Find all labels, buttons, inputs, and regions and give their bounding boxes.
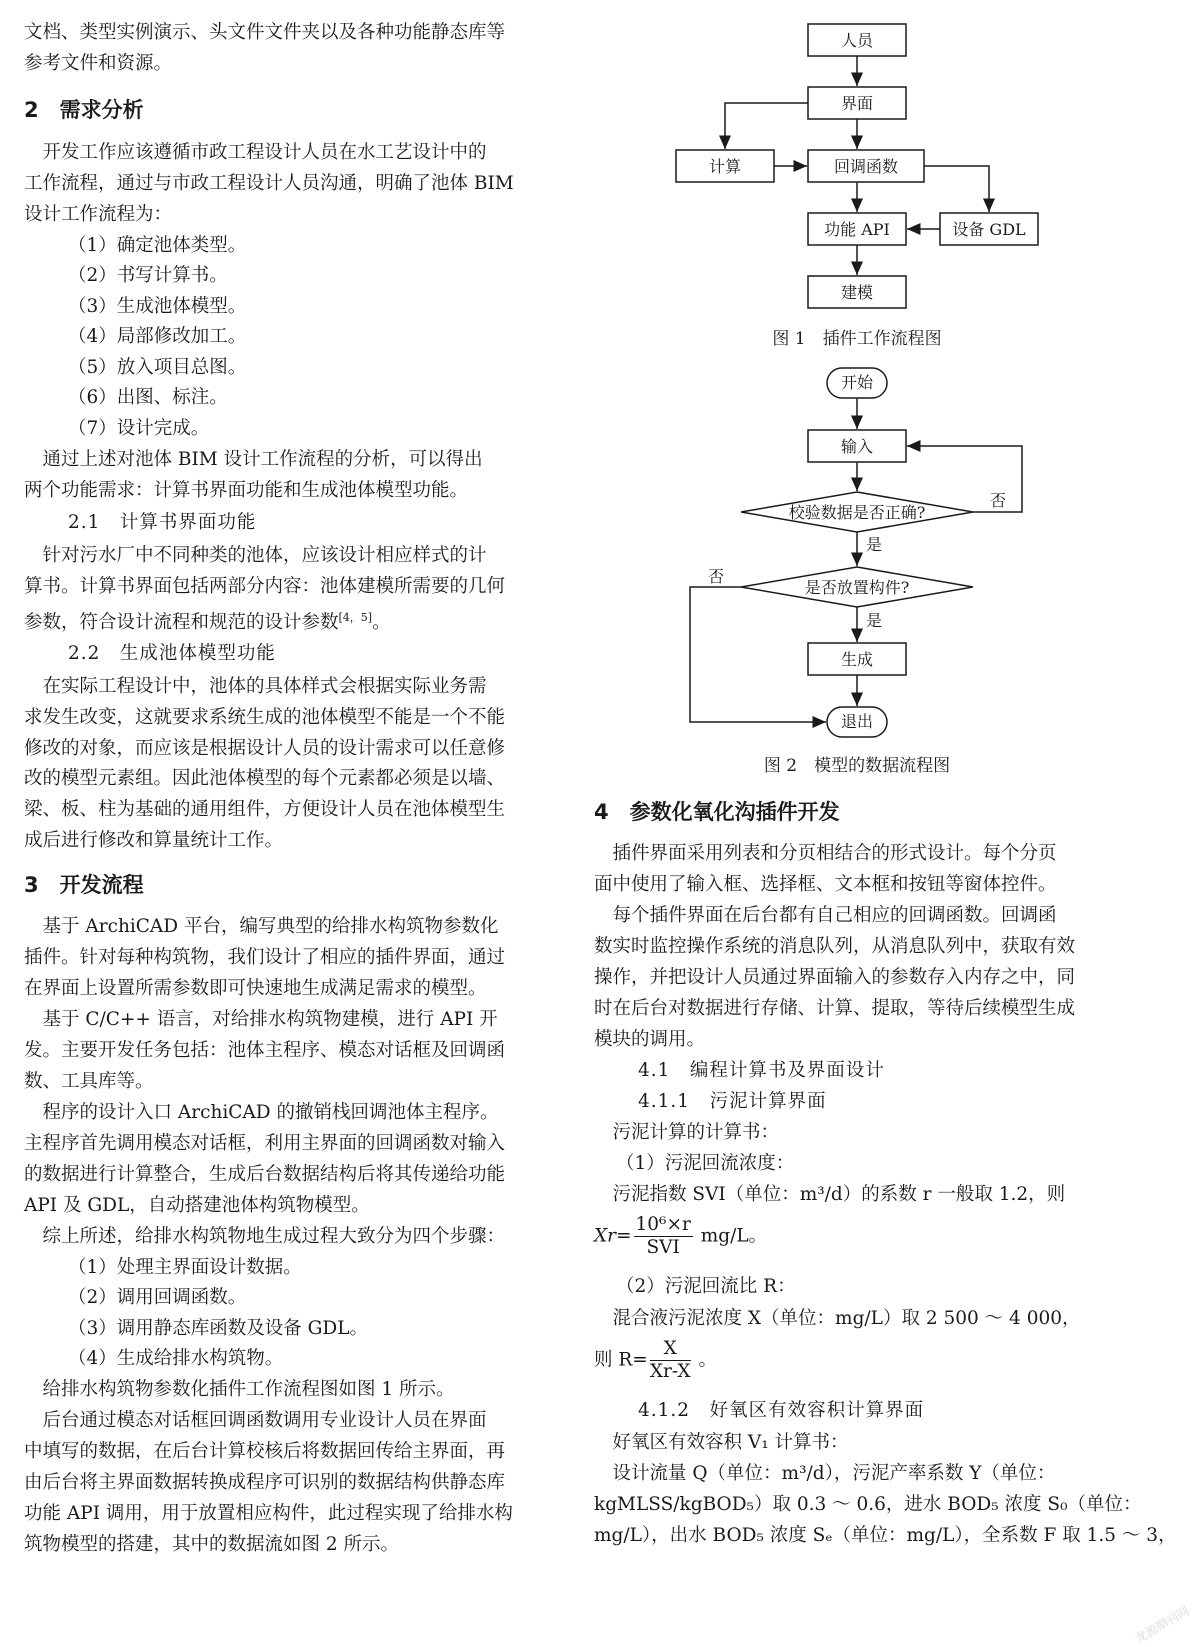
section-4-1-1-heading: 4.1.1 污泥计算界面	[638, 1091, 827, 1112]
text-line: 污泥计算的计算书：	[594, 1122, 780, 1143]
text-line: 文档、类型实例演示、头文件文件夹以及各种功能静态库等	[24, 22, 506, 43]
text-line: 在实际工程设计中，池体的具体样式会根据实际业务需	[24, 676, 487, 697]
text-line: 主程序首先调用模态对话框，利用主界面的回调函数对输入	[24, 1133, 506, 1154]
text-line: 开发工作应该遵循市政工程设计人员在水工艺设计中的	[24, 142, 487, 163]
text-line: 。	[372, 612, 391, 634]
formula-xr	[594, 1214, 767, 1259]
figure-1-caption: 图 1 插件工作流程图	[772, 329, 942, 349]
text-line: 插件。针对每种构筑物，我们设计了相应的插件界面，通过	[24, 947, 506, 968]
list-item: （2）污泥回流比 R：	[616, 1276, 796, 1297]
text-line	[24, 605, 391, 636]
text-line: 后台通过模态对话框回调函数调用专业设计人员在界面	[24, 1410, 487, 1431]
text-line: 改的模型元素组。因此池体模型的每个元素都必须是以墙、	[24, 768, 506, 789]
section-3-heading: 3 开发流程	[24, 873, 144, 897]
text-line: 好氧区有效容积 V₁ 计算书：	[594, 1432, 849, 1453]
node-label: 是否放置构件?	[804, 578, 910, 597]
list-item: （3）调用静态库函数及设备 GDL。	[68, 1318, 369, 1339]
section-2-1-heading: 2.1 计算书界面功能	[68, 512, 257, 533]
text-line: kgMLSS/kgBOD₅）取 0.3 ～ 0.6，进水 BOD₅ 浓度 S₀（单位：	[594, 1494, 1142, 1515]
node-label: 生成	[840, 650, 874, 669]
formula-lhs: 则 R=	[594, 1349, 648, 1371]
text-line: 参考文件和资源。	[24, 53, 173, 74]
numerator: 10⁶×r	[635, 1214, 691, 1235]
list-item: （1）确定池体类型。	[68, 235, 247, 256]
arrow	[690, 587, 826, 722]
text-line: 时在后台对数据进行存储、计算、提取，等待后续模型生成	[594, 998, 1076, 1019]
text-line: 由后台将主界面数据转换成程序可识别的数据结构供静态库	[24, 1472, 506, 1493]
node-label: 人员	[840, 31, 874, 50]
text-line: 混合液污泥浓度 X（单位：mg/L）取 2 500 ～ 4 000，	[594, 1308, 1081, 1329]
text-line: 综上所述，给排水构筑物地生成过程大致分为四个步骤：	[24, 1226, 506, 1247]
node-label: 输入	[840, 437, 874, 456]
node-label: 界面	[840, 94, 874, 113]
list-item: （6）出图、标注。	[68, 387, 228, 408]
formula-tail: mg/L。	[694, 1225, 768, 1247]
text-line: 基于 C/C++ 语言，对给排水构筑物建模，进行 API 开	[24, 1009, 498, 1030]
figure-1-flowchart	[600, 0, 1180, 360]
text-line: 求发生改变，这就要求系统生成的池体模型不能是一个不能	[24, 707, 506, 728]
text-line: 工作流程，通过与市政工程设计人员沟通，明确了池体 BIM	[24, 173, 514, 194]
section-4-1-heading: 4.1 编程计算书及界面设计	[638, 1060, 885, 1081]
denominator: SVI	[646, 1237, 680, 1258]
text-line: 污泥指数 SVI（单位：m³/d）的系数 r 一般取 1.2，则	[594, 1184, 1066, 1205]
text-line: mg/L），出水 BOD₅ 浓度 Sₑ（单位：mg/L），全系数 F 取 1.5 ～ 3，	[594, 1525, 1177, 1546]
list-item: （4）生成给排水构筑物。	[68, 1348, 284, 1369]
text-line: 成后进行修改和算量统计工作。	[24, 830, 284, 851]
text-line: 修改的对象，而应该是根据设计人员的设计需求可以任意修	[24, 738, 506, 759]
numerator: X	[650, 1338, 691, 1361]
node-label: 校验数据是否正确?	[788, 503, 926, 522]
edge-label: 是	[865, 611, 883, 630]
edge-label: 否	[707, 567, 725, 586]
node-label: 开始	[840, 373, 874, 392]
edge-label: 否	[989, 491, 1007, 510]
section-2-heading: 2 需求分析	[24, 98, 144, 122]
text-line: 通过上述对池体 BIM 设计工作流程的分析，可以得出	[24, 449, 483, 470]
list-item: （1）处理主界面设计数据。	[68, 1257, 302, 1278]
text-line: 设计工作流程为：	[24, 204, 173, 225]
text-line: 参数，符合设计流程和规范的设计参数	[24, 612, 339, 634]
text-line: 筑物模型的搭建，其中的数据流如图 2 所示。	[24, 1534, 400, 1555]
node-label: 计算	[708, 157, 742, 176]
text-line: 基于 ArchiCAD 平台，编写典型的给排水构筑物参数化	[24, 916, 499, 937]
node-label: 设备 GDL	[952, 220, 1026, 239]
section-4-heading: 4 参数化氧化沟插件开发	[594, 800, 840, 824]
figure-2-caption: 图 2 模型的数据流程图	[763, 756, 951, 776]
citation: [4，5]	[338, 611, 373, 624]
denominator: Xr-X	[649, 1361, 691, 1382]
formula-lhs: Xr=	[594, 1225, 632, 1247]
list-item: （4）局部修改加工。	[68, 326, 247, 347]
node-label: 功能 API	[824, 220, 890, 239]
text-line: 中填写的数据，在后台计算校核后将数据回传给主界面，再	[24, 1441, 506, 1462]
watermark: 龙源期刊网	[1132, 1603, 1192, 1646]
list-item: （1）污泥回流浓度：	[616, 1153, 795, 1174]
text-line: 插件界面采用列表和分页相结合的形式设计。每个分页	[594, 843, 1057, 864]
arrow	[924, 166, 989, 212]
text-line: 的数据进行计算整合，生成后台数据结构后将其传递给功能	[24, 1164, 506, 1185]
fraction	[634, 1214, 693, 1259]
formula-tail: 。	[692, 1349, 717, 1371]
figure-2-flowchart	[600, 360, 1180, 790]
list-item: （7）设计完成。	[68, 418, 210, 439]
text-line: 梁、板、柱为基础的通用组件，方便设计人员在池体模型生	[24, 799, 506, 820]
text-line: 针对污水厂中不同种类的池体，应该设计相应样式的计	[24, 545, 487, 566]
text-line: 两个功能需求：计算书界面功能和生成池体模型功能。	[24, 480, 469, 501]
list-item: （5）放入项目总图。	[68, 357, 247, 378]
list-item: （3）生成池体模型。	[68, 296, 247, 317]
arrow	[725, 103, 808, 149]
section-4-1-2-heading: 4.1.2 好氧区有效容积计算界面	[638, 1400, 925, 1421]
text-line: 数实时监控操作系统的消息队列，从消息队列中，获取有效	[594, 936, 1076, 957]
formula-r	[594, 1338, 717, 1383]
text-line: 操作，并把设计人员通过界面输入的参数存入内存之中，同	[594, 967, 1076, 988]
text-line: 设计流量 Q（单位：m³/d），污泥产率系数 Y（单位：	[594, 1463, 1056, 1484]
text-line: 功能 API 调用，用于放置相应构件，此过程实现了给排水构	[24, 1503, 513, 1524]
text-line: 在界面上设置所需参数即可快速地生成满足需求的模型。	[24, 978, 487, 999]
text-line: 每个插件界面在后台都有自己相应的回调函数。回调函	[594, 905, 1057, 926]
list-item: （2）书写计算书。	[68, 265, 228, 286]
text-line: 程序的设计入口 ArchiCAD 的撤销栈回调池体主程序。	[24, 1102, 499, 1123]
text-line: 发。主要开发任务包括：池体主程序、模态对话框及回调函	[24, 1040, 506, 1061]
text-line: 给排水构筑物参数化插件工作流程图如图 1 所示。	[24, 1379, 455, 1400]
fraction	[650, 1338, 691, 1383]
text-line: 数、工具库等。	[24, 1071, 154, 1092]
text-line: 算书。计算书界面包括两部分内容：池体建模所需要的几何	[24, 576, 506, 597]
node-label: 退出	[840, 712, 874, 731]
edge-label: 是	[865, 535, 883, 554]
text-line: API 及 GDL，自动搭建池体构筑物模型。	[24, 1195, 370, 1216]
section-2-2-heading: 2.2 生成池体模型功能	[68, 643, 276, 664]
text-line: 面中使用了输入框、选择框、文本框和按钮等窗体控件。	[594, 874, 1057, 895]
node-label: 回调函数	[833, 157, 899, 176]
node-label: 建模	[840, 283, 874, 302]
list-item: （2）调用回调函数。	[68, 1287, 247, 1308]
text-line: 模块的调用。	[594, 1029, 706, 1050]
